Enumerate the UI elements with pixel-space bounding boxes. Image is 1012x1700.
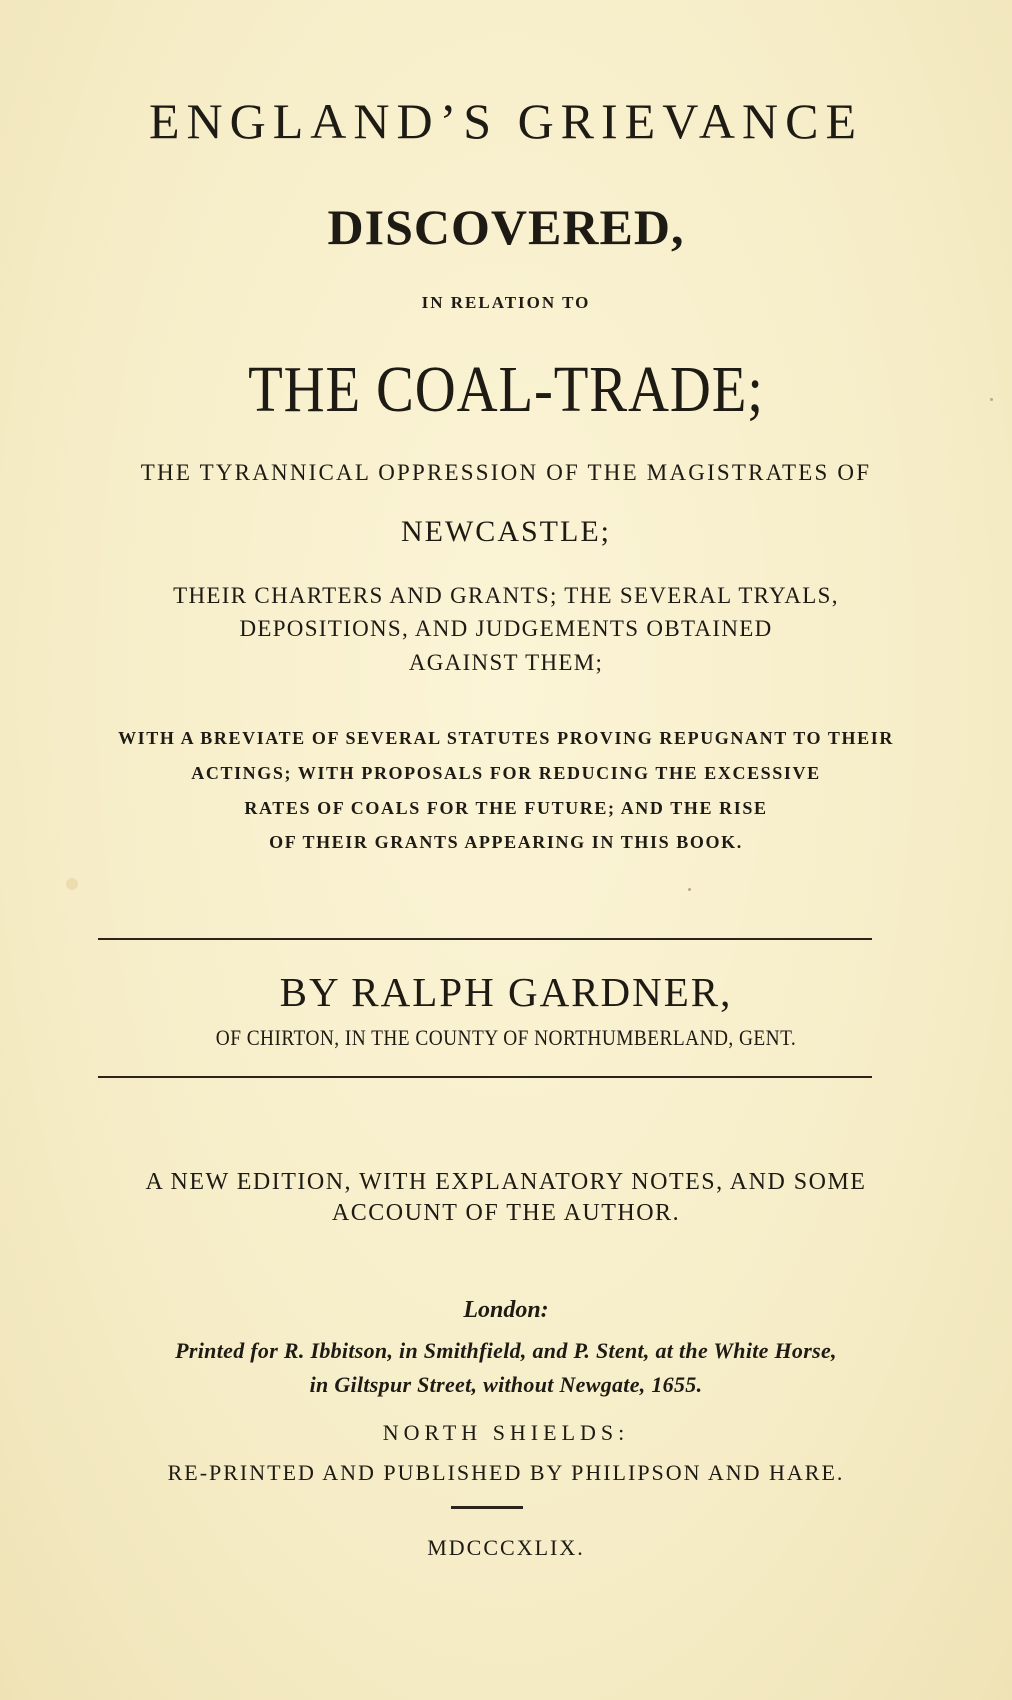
oppression-line: THE TYRANNICAL OPPRESSION OF THE MAGISTRATES OF xyxy=(140,460,872,485)
breviate-line-3: RATES OF COALS FOR THE FUTURE; AND THE RISE xyxy=(244,798,768,818)
short-rule xyxy=(451,1506,523,1509)
title-line-3: THE COAL-TRADE; xyxy=(248,353,764,426)
breviate-line-2: ACTINGS; WITH PROPOSALS FOR REDUCING THE EXCESSIVE xyxy=(191,763,821,783)
author-byline: BY RALPH GARDNER, xyxy=(279,969,733,1015)
imprint-printed-line-2: in Giltspur Street, without Newgate, 1655. xyxy=(309,1372,703,1397)
reprint-place: NORTH SHIELDS: xyxy=(382,1420,630,1445)
breviate-line-1: WITH A BREVIATE OF SEVERAL STATUTES PROVING REPUGNANT TO THEIR xyxy=(118,728,894,748)
paper-speck xyxy=(688,888,691,891)
author-residence: OF CHIRTON, IN THE COUNTY OF NORTHUMBERLAND, GENT. xyxy=(215,1025,797,1050)
paper-stain xyxy=(66,878,78,890)
title-line-1: ENGLAND’S GRIEVANCE xyxy=(148,93,863,149)
charters-line-2: DEPOSITIONS, AND JUDGEMENTS OBTAINED xyxy=(239,616,773,641)
imprint-city: London: xyxy=(463,1297,549,1323)
divider-rule-top xyxy=(98,938,872,940)
reprint-publisher: RE-PRINTED AND PUBLISHED BY PHILIPSON AND HARE. xyxy=(167,1460,845,1485)
title-line-2: DISCOVERED, xyxy=(327,199,685,255)
divider-rule-bottom xyxy=(98,1076,872,1078)
paper-speck xyxy=(990,398,993,401)
edition-line-1: A NEW EDITION, WITH EXPLANATORY NOTES, AND SOME xyxy=(145,1169,867,1195)
place-line: NEWCASTLE; xyxy=(401,515,611,548)
breviate-line-4: OF THEIR GRANTS APPEARING IN THIS BOOK. xyxy=(269,832,743,852)
edition-line-2: ACCOUNT OF THE AUTHOR. xyxy=(331,1200,681,1226)
charters-line-3: AGAINST THEM; xyxy=(408,650,604,675)
charters-line-1: THEIR CHARTERS AND GRANTS; THE SEVERAL TRYALS, xyxy=(173,583,839,608)
imprint-printed-line-1: Printed for R. Ibbitson, in Smithfield, and P. Stent, at the White Horse, xyxy=(175,1338,837,1363)
imprint-date: MDCCCXLIX. xyxy=(427,1535,585,1560)
relation-line: IN RELATION TO xyxy=(421,293,591,312)
